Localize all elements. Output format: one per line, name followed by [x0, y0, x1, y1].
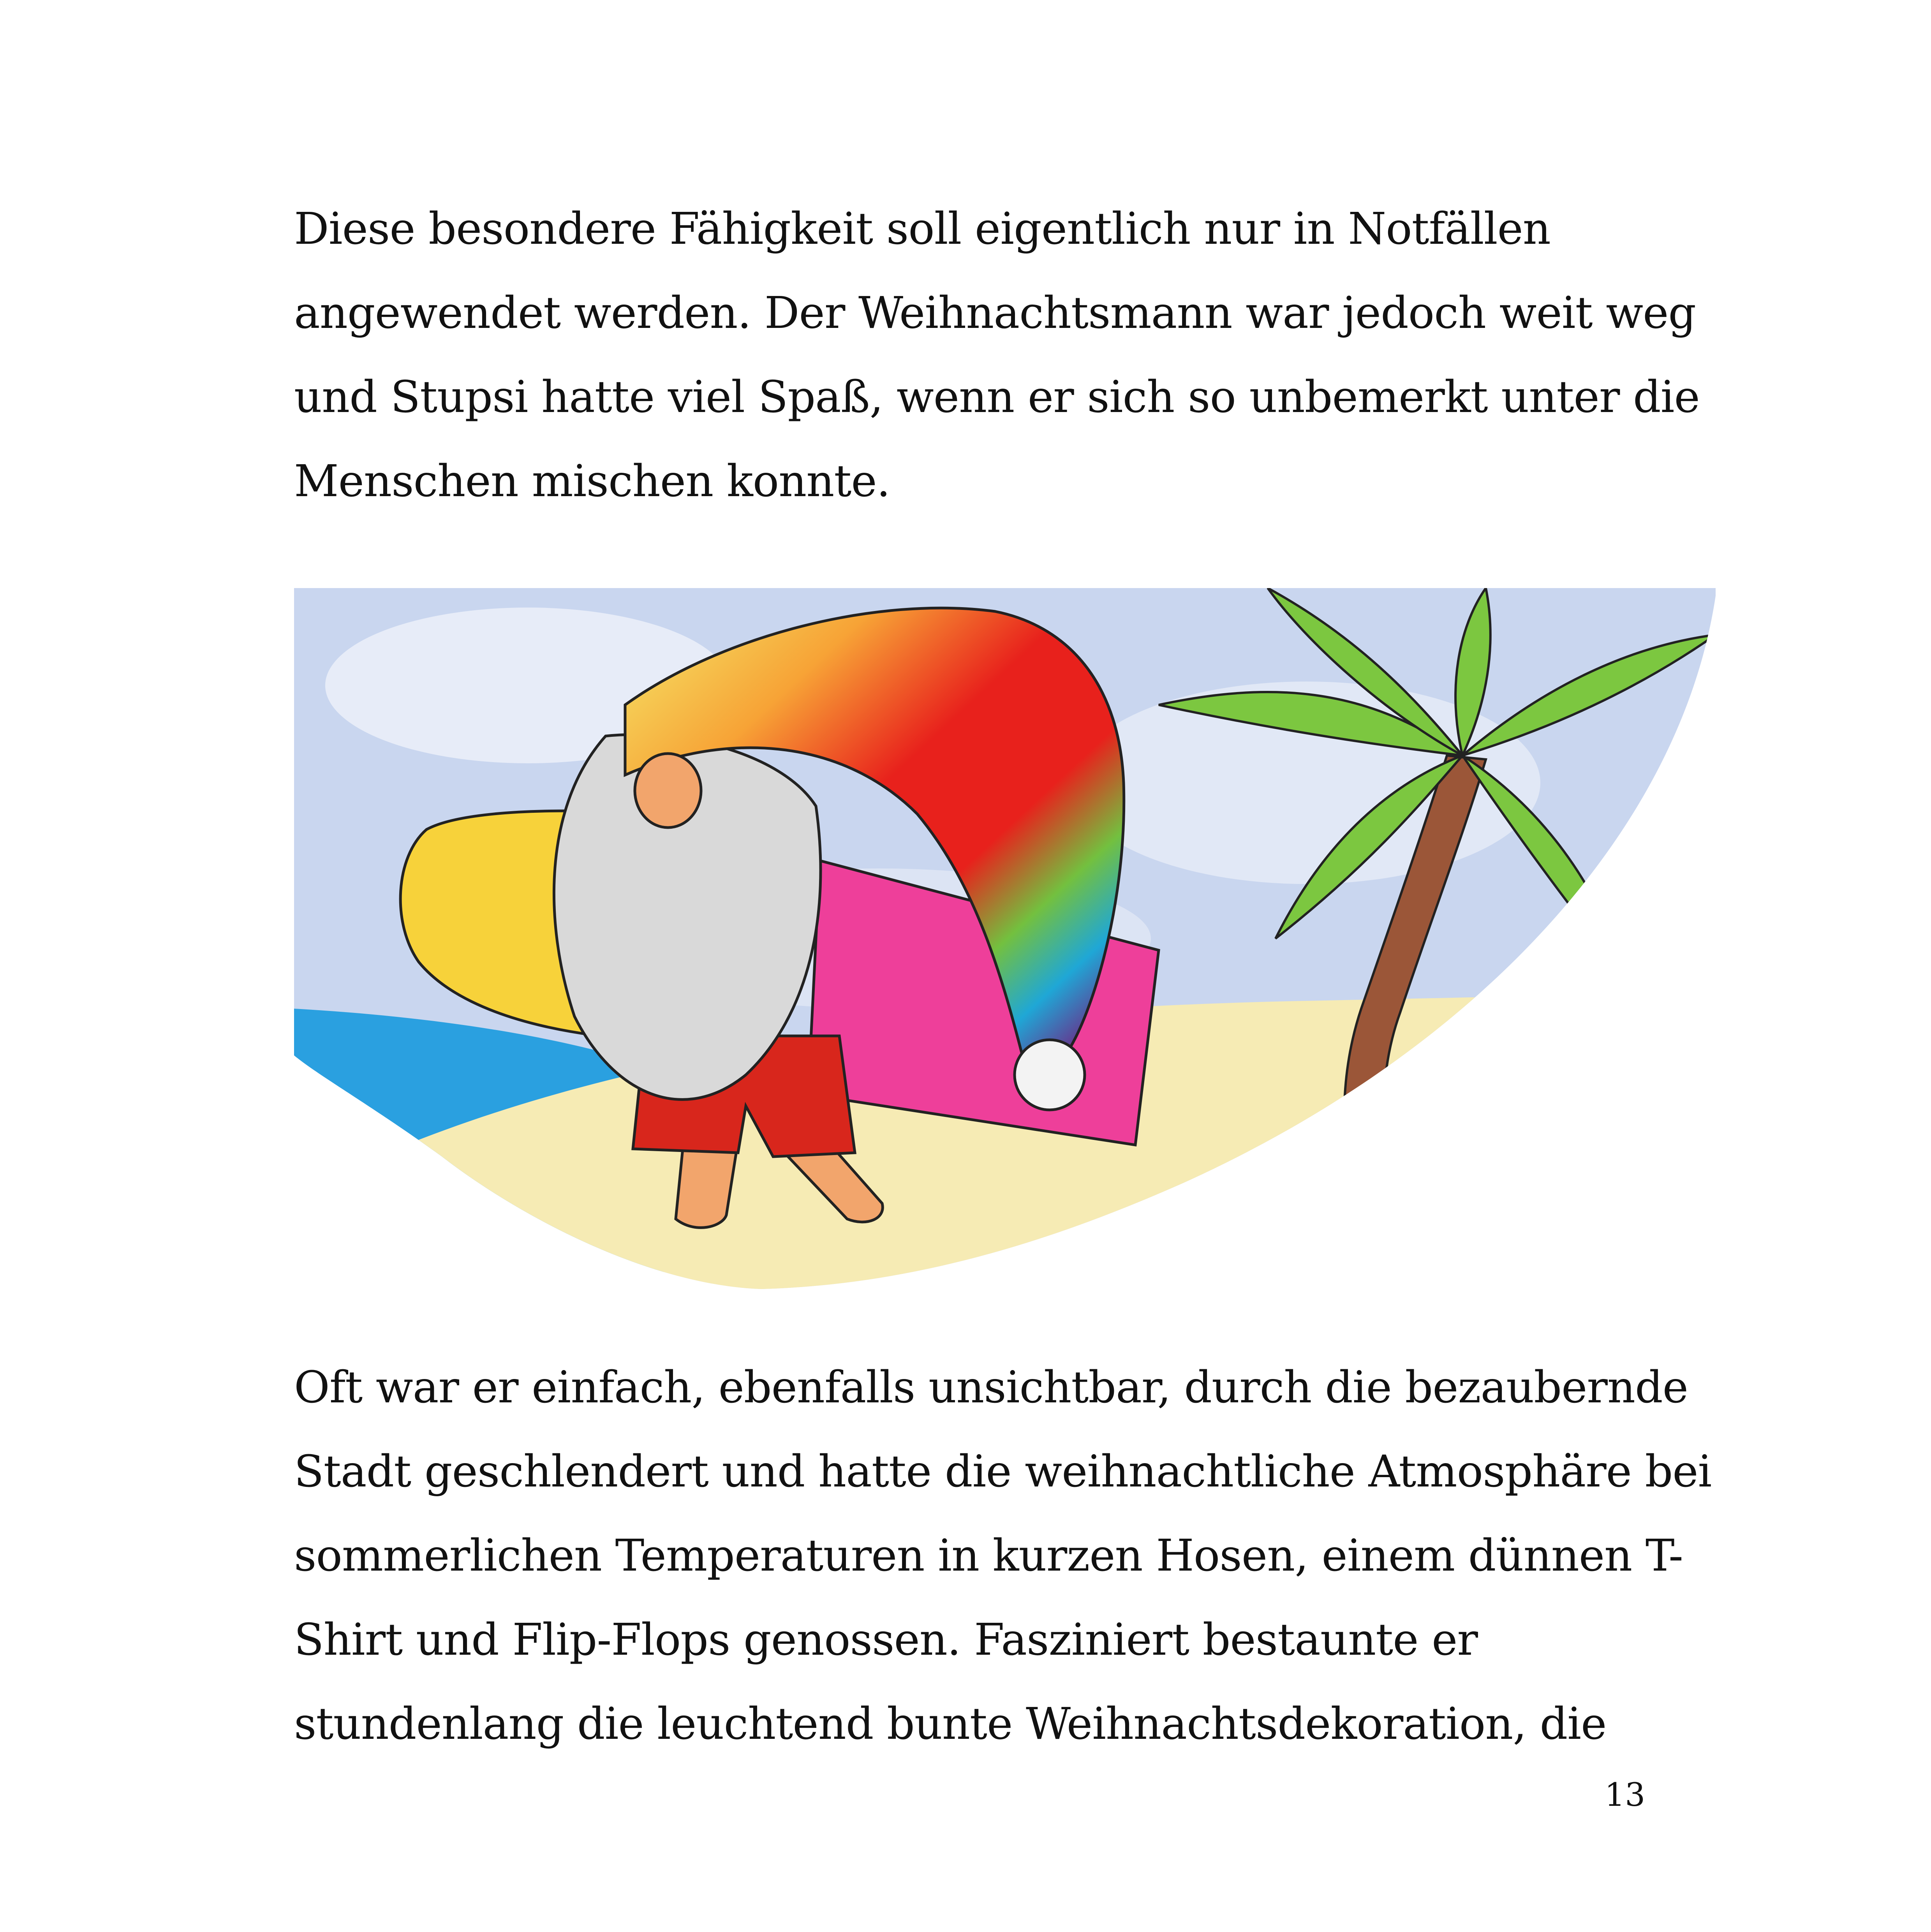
beach-gnome-illustration	[294, 588, 1716, 1291]
paragraph-2-line-3: sommerlichen Temperaturen in kurzen Hosen, einem dünnen T-	[294, 1530, 1683, 1581]
paragraph-2-line-4: Shirt und Flip-Flops genossen. Fasziniert bestaunte er	[294, 1615, 1478, 1665]
paragraph-2	[294, 1346, 1743, 1766]
paragraph-1-line-4: Menschen mischen konnte.	[294, 456, 890, 507]
paragraph-2-line-1: Oft war er einfach, ebenfalls unsichtbar, durch die bezaubernde	[294, 1362, 1688, 1413]
paragraph-1-line-2: angewendet werden. Der Weihnachtsmann war jedoch weit weg	[294, 288, 1696, 338]
page-number: 13	[1605, 1777, 1646, 1814]
paragraph-1-line-1: Diese besondere Fähigkeit soll eigentlich nur in Notfällen	[294, 204, 1550, 254]
gnome-nose	[635, 754, 701, 828]
hat-pompom	[1015, 1040, 1085, 1110]
paragraph-2-line-2: Stadt geschlendert und hatte die weihnachtliche Atmosphäre bei	[294, 1446, 1712, 1497]
paragraph-2-line-5: stundenlang die leuchtend bunte Weihnachtsdekoration, die	[294, 1699, 1607, 1749]
paragraph-1	[294, 187, 1743, 523]
paragraph-1-line-3: und Stupsi hatte viel Spaß, wenn er sich so unbemerkt unter die	[294, 372, 1700, 423]
